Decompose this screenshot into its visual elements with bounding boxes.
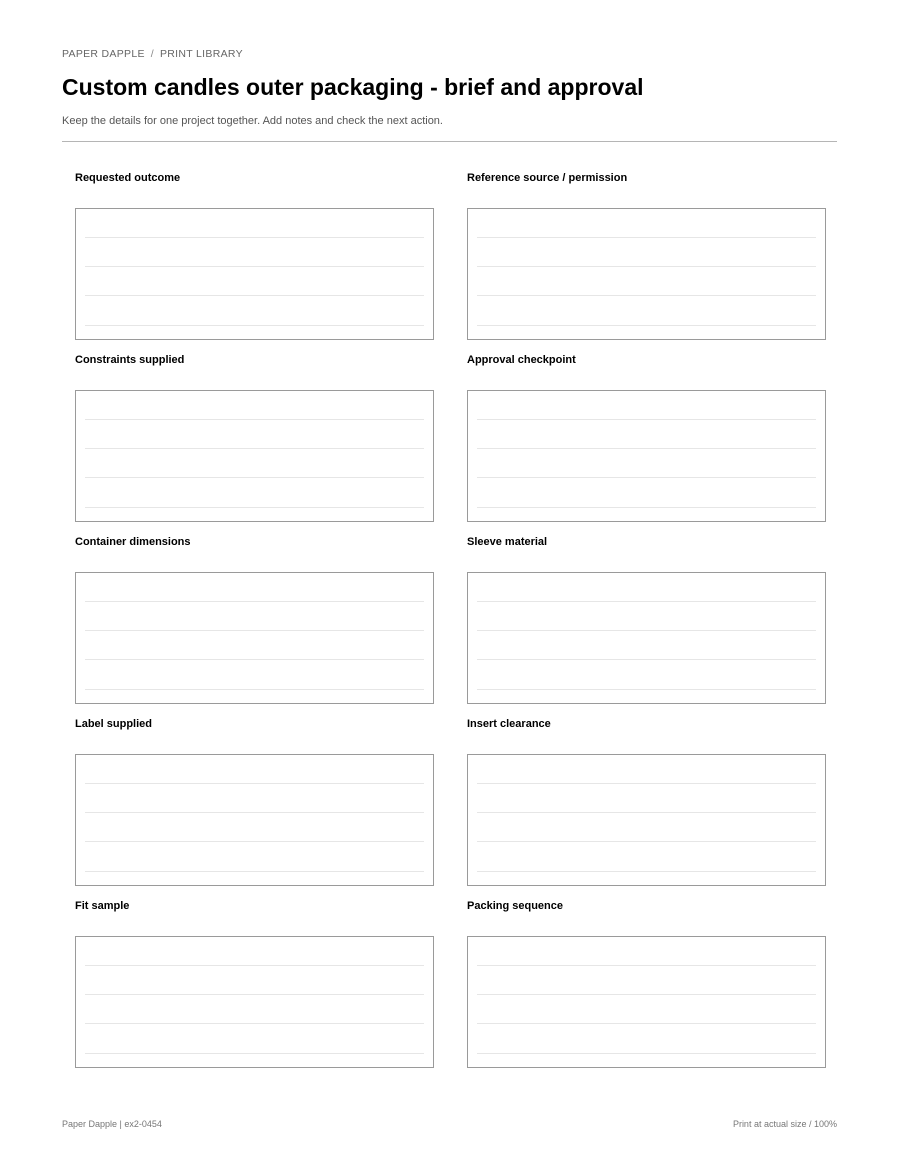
writing-line: [477, 1053, 816, 1054]
breadcrumb-separator: /: [150, 48, 154, 60]
writing-line: [477, 1023, 816, 1024]
writing-line: [477, 419, 816, 420]
writing-line: [85, 295, 424, 296]
writing-line: [477, 507, 816, 508]
writing-line: [477, 630, 816, 631]
writing-line: [85, 325, 424, 326]
writing-line: [85, 630, 424, 631]
notes-box[interactable]: [467, 572, 826, 704]
writing-line: [85, 689, 424, 690]
notes-box[interactable]: [467, 390, 826, 522]
writing-line: [85, 1023, 424, 1024]
writing-line: [477, 295, 816, 296]
field-requested-outcome: [75, 172, 434, 334]
notes-box[interactable]: [75, 208, 434, 340]
writing-line: [85, 783, 424, 784]
writing-line: [477, 783, 816, 784]
field-label: Reference source / permission: [467, 172, 628, 184]
writing-line: [477, 812, 816, 813]
page-subtitle: Keep the details for one project together. Add notes and check the next action.: [62, 115, 443, 127]
writing-line: [85, 266, 424, 267]
breadcrumb-item-brand[interactable]: PAPER DAPPLE: [62, 48, 145, 60]
writing-line: [85, 1053, 424, 1054]
writing-line: [85, 601, 424, 602]
writing-line: [477, 659, 816, 660]
field-constraints-supplied: [75, 354, 434, 516]
writing-line: [477, 448, 816, 449]
notes-box[interactable]: [75, 390, 434, 522]
writing-line: [85, 965, 424, 966]
field-label: Container dimensions: [75, 536, 191, 548]
writing-line: [85, 419, 424, 420]
writing-line: [477, 477, 816, 478]
writing-line: [85, 871, 424, 872]
writing-line: [477, 237, 816, 238]
field-label: Requested outcome: [75, 172, 181, 184]
field-label: Insert clearance: [467, 718, 551, 730]
writing-line: [477, 871, 816, 872]
field-label-supplied: [75, 718, 434, 880]
notes-box[interactable]: [75, 936, 434, 1068]
writing-line: [85, 841, 424, 842]
breadcrumb: [62, 48, 243, 60]
writing-line: [477, 266, 816, 267]
footer-document-id: Paper Dapple | ex2-0454: [62, 1119, 162, 1129]
writing-line: [85, 477, 424, 478]
field-reference-source: [467, 172, 826, 334]
writing-line: [85, 448, 424, 449]
writing-line: [85, 994, 424, 995]
notes-box[interactable]: [75, 754, 434, 886]
writing-line: [477, 325, 816, 326]
field-label: Sleeve material: [467, 536, 548, 548]
form-fields-grid: [75, 172, 826, 1062]
notes-box[interactable]: [467, 936, 826, 1068]
field-sleeve-material: [467, 536, 826, 698]
notes-box[interactable]: [467, 754, 826, 886]
field-container-dimensions: [75, 536, 434, 698]
field-fit-sample: [75, 900, 434, 1062]
writing-line: [477, 601, 816, 602]
writing-line: [85, 812, 424, 813]
field-label: Approval checkpoint: [467, 354, 576, 366]
writing-line: [85, 507, 424, 508]
writing-line: [477, 841, 816, 842]
writing-line: [85, 237, 424, 238]
notes-box[interactable]: [467, 208, 826, 340]
writing-line: [477, 965, 816, 966]
writing-line: [477, 689, 816, 690]
writing-line: [85, 659, 424, 660]
page-title: Custom candles outer packaging - brief and approval: [62, 74, 644, 100]
field-packing-sequence: [467, 900, 826, 1062]
header-divider: [62, 141, 837, 142]
field-label: Label supplied: [75, 718, 153, 730]
field-approval-checkpoint: [467, 354, 826, 516]
field-insert-clearance: [467, 718, 826, 880]
breadcrumb-item-library[interactable]: PRINT LIBRARY: [160, 48, 243, 60]
writing-line: [477, 994, 816, 995]
footer-print-note: Print at actual size / 100%: [732, 1119, 837, 1129]
field-label: Constraints supplied: [75, 354, 185, 366]
field-label: Packing sequence: [467, 900, 563, 912]
notes-box[interactable]: [75, 572, 434, 704]
field-label: Fit sample: [75, 900, 130, 912]
